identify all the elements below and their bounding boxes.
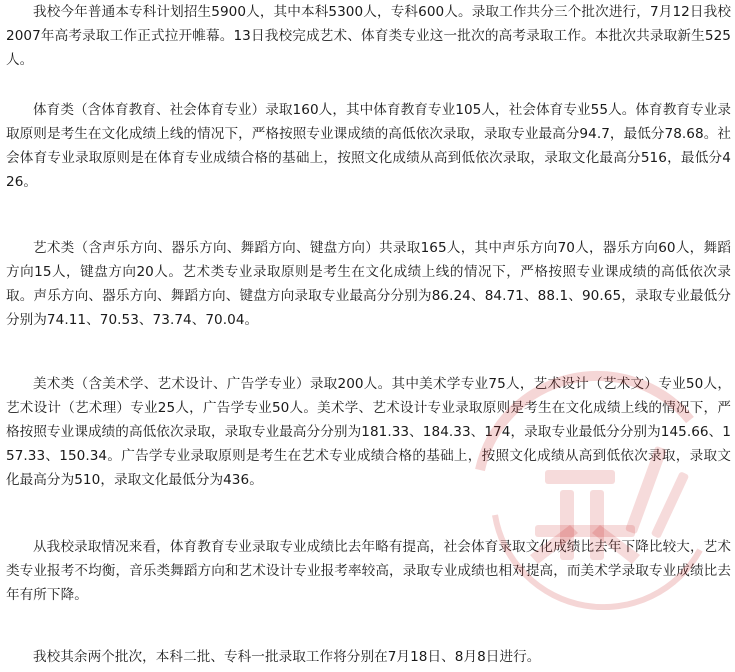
paragraph-fine-arts-admission: 美术类（含美术学、艺术设计、广告学专业）录取200人。其中美术学专业75人，艺术设计（艺术文）专业50人，艺术设计（艺术理）专业25人，广告学专业50人。美术学、艺术设计专业录取原则是考生在文化成绩上线的情况下，严格按照专业课成绩的高低依次录取，录取专业最高分分别为181.33、184.33、174，录取专业最低分分别为145.66、157.33、150.34。广告学专业录取原则是考生在艺术专业成绩合格的基础上，按照文化成绩从高到低依次录取，录取文化最高分为510，录取文化最低分为436。 (6, 376, 731, 488)
paragraph-admission-analysis: 从我校录取情况来看，体育教育专业录取专业成绩比去年略有提高，社会体育录取文化成绩比去年下降比较大，艺术类专业报考不均衡，音乐类舞蹈方向和艺术设计专业报考率较高，录取专业成绩也相对提高，而美术学录取专业成绩比去年有所下降。 (6, 539, 731, 603)
paragraph-arts-admission: 艺术类（含声乐方向、器乐方向、舞蹈方向、键盘方向）共录取165人，其中声乐方向70人，器乐方向60人，舞蹈方向15人，键盘方向20人。艺术类专业录取原则是考生在文化成绩上线的情况下，严格按照专业课成绩的高低依次录取。声乐方向、器乐方向、舞蹈方向、键盘方向录取专业最高分分别为86.24、84.71、88.1、90.65，录取专业最低分分别为74.11、70.53、73.74、70.04。 (6, 240, 731, 328)
paragraph-sports-admission: 体育类（含体育教育、社会体育专业）录取160人，其中体育教育专业105人，社会体育专业55人。体育教育专业录取原则是考生在文化成绩上线的情况下，严格按照专业课成绩的高低依次录取，录取专业最高分94.7，最低分78.68。社会体育专业录取原则是在体育专业成绩合格的基础上，按照文化成绩从高到低依次录取，录取文化最高分516，最低分426。 (6, 102, 731, 190)
paragraph-remaining-batches: 我校其余两个批次，本科二批、专科一批录取工作将分别在7月18日、8月8日进行。 (33, 649, 541, 665)
paragraph-enrollment-overview: 我校今年普通本专科计划招生5900人，其中本科5300人，专科600人。录取工作共分三个批次进行，7月12日我校2007年高考录取工作正式拉开帷幕。13日我校完成艺术、体育类专业这一批次的高考录取工作。本批次共录取新生525人。 (6, 4, 731, 68)
